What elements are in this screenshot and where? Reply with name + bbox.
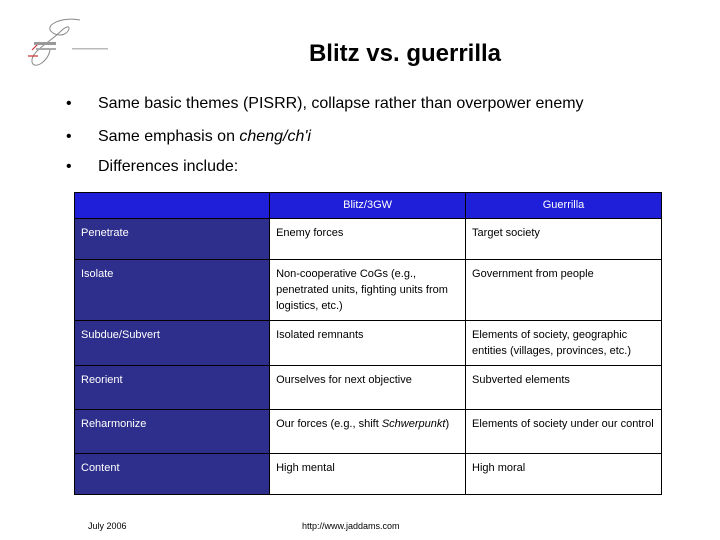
row-label: Content [75, 454, 270, 495]
guerrilla-cell: Elements of society, geographic entities (villages, provinces, etc.) [466, 321, 662, 366]
table-row [75, 219, 662, 260]
slide-title: Blitz vs. guerrilla [308, 40, 502, 67]
blitz-cell: Isolated remnants [270, 321, 466, 366]
row-label: Penetrate [75, 219, 270, 260]
slide: Blitz vs. guerrilla • Same basic themes (PISRR), collapse rather than overpower enemy • Same emphasis on cheng/ch'i • Differences include: Blitz/3GW Guerrilla Penetrate Enemy forces Target society Isolate Non-cooperative CoGs (e.g., penetrated units, fighting units from logistics, etc.) Government from people Subdue/Subvert Isolated remnants Elements of society, geographic entities (villages, provinces, etc.) Reorient Ourselves for next objective Subverted elements Reharmonize Our forces (e.g., shift Schwerpunkt) Elements of society under our control Content High mental High moral July 2006 http://www.jaddams.com [0, 0, 720, 540]
table-row [75, 260, 662, 321]
row-label: Isolate [75, 260, 270, 321]
table-row [75, 410, 662, 454]
footer-date: July 2006 [88, 521, 127, 531]
blitz-cell: Our forces (e.g., shift Schwerpunkt) [270, 410, 466, 454]
guerrilla-cell: Target society [466, 219, 662, 260]
table-row [75, 366, 662, 410]
bullet-icon: • [66, 158, 72, 175]
header-cell [75, 193, 270, 219]
table-row [75, 454, 662, 495]
blitz-cell: Ourselves for next objective [270, 366, 466, 410]
row-label: Reharmonize [75, 410, 270, 454]
bullet-icon: • [66, 95, 72, 112]
blitz-cell: Non-cooperative CoGs (e.g., penetrated units, fighting units from logistics, etc.) [270, 260, 466, 321]
row-label: Reorient [75, 366, 270, 410]
row-label: Subdue/Subvert [75, 321, 270, 366]
header-cell: Guerrilla [466, 193, 662, 219]
guerrilla-cell: Subverted elements [466, 366, 662, 410]
footer-url[interactable]: http://www.jaddams.com [302, 521, 400, 531]
bullet-icon: • [66, 128, 72, 145]
guerrilla-cell: High moral [466, 454, 662, 495]
guerrilla-cell: Elements of society under our control [466, 410, 662, 454]
header-cell: Blitz/3GW [270, 193, 466, 219]
comparison-table [74, 192, 662, 495]
table-row [75, 321, 662, 366]
blitz-cell: Enemy forces [270, 219, 466, 260]
table-header-row [75, 193, 662, 219]
guerrilla-cell: Government from people [466, 260, 662, 321]
blitz-cell: High mental [270, 454, 466, 495]
